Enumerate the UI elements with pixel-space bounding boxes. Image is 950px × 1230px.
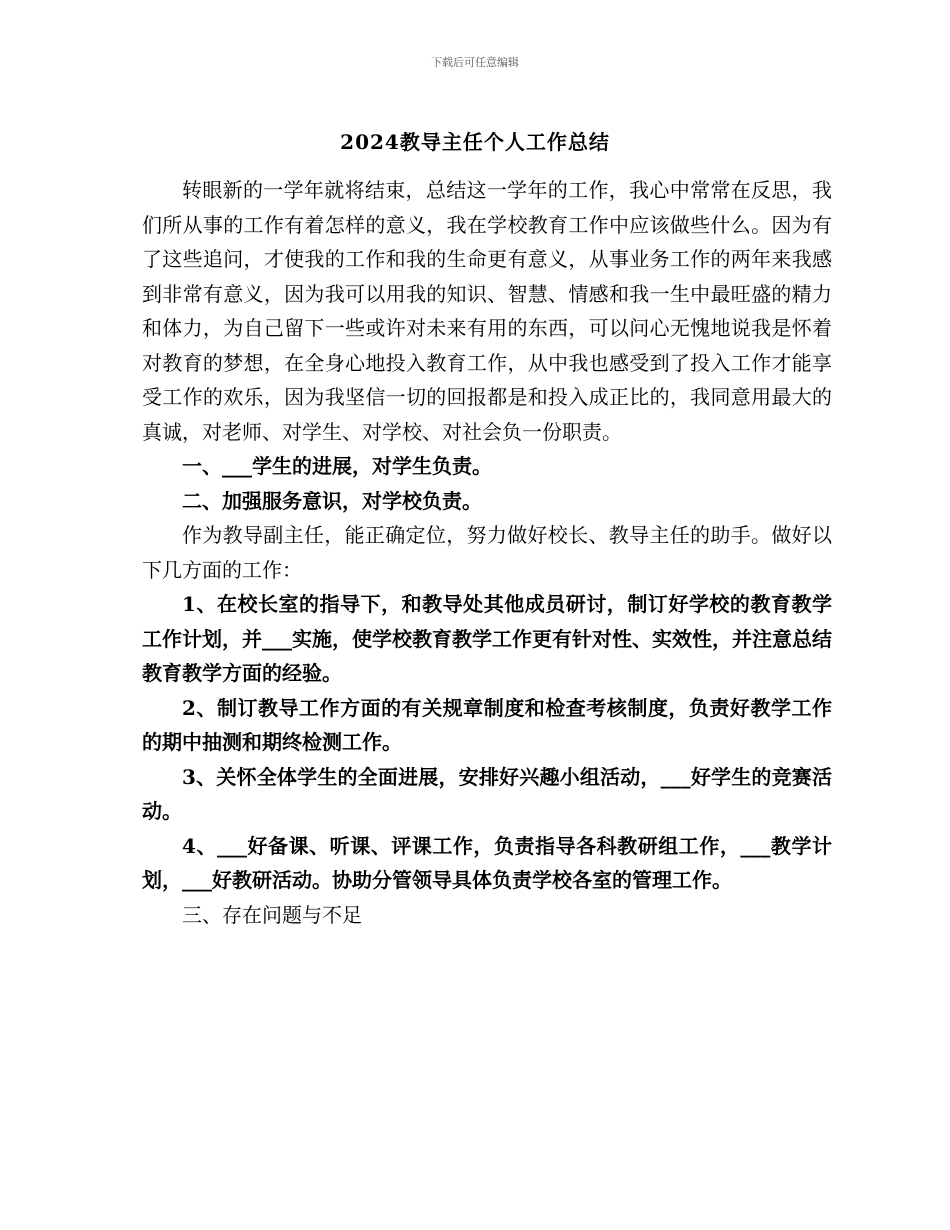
section-2-intro-paragraph: 作为教导副主任，能正确定位，努力做好校长、教导主任的助手。做好以下几方面的工作： bbox=[142, 523, 832, 582]
list-item-3: 3、关怀全体学生的全面进展，安排好兴趣小组活动，___好学生的竞赛活动。 bbox=[142, 764, 832, 823]
section-heading-1: 一、___学生的进展，对学生负责。 bbox=[182, 454, 492, 478]
list-item-2: 2、制订教导工作方面的有关规章制度和检查考核制度，负责好教学工作的期中抽测和期终检测工作。 bbox=[142, 695, 832, 754]
page-header-note: 下载后可任意编辑 bbox=[431, 56, 519, 69]
intro-paragraph: 转眼新的一学年就将结束，总结这一学年的工作，我心中常常在反思，我们所从事的工作有着怎样的意义，我在学校教育工作中应该做些什么。因为有了这些追问，才使我的工作和我的生命更有意义，从事业务工作的两年来我感到非常有意义，因为我可以用我的知识、智慧、情感和我一生中最旺盛的精力和体力，为自己留下一些或许对未来有用的东西，可以问心无愧地说我是怀着对教育的梦想，在全身心地投入教育工作，从中我也感受到了投入工作才能享受工作的欢乐，因为我坚信一切的回报都是和投入成正比的，我同意用最大的真诚，对老师、对学生、对学校、对社会负一份职责。 bbox=[142, 178, 832, 444]
list-item-1: 1、在校长室的指导下，和教导处其他成员研讨，制订好学校的教育教学工作计划，并___实施，使学校教育教学工作更有针对性、实效性，并注意总结教育教学方面的经验。 bbox=[142, 592, 832, 685]
list-item-4: 4、___好备课、听课、评课工作，负责指导各科教研组工作，___教学计划，___好教研活动。协助分管领导具体负责学校各室的管理工作。 bbox=[142, 833, 832, 892]
document-title: 2024教导主任个人工作总结 bbox=[340, 130, 610, 154]
section-heading-3: 三、存在问题与不足 bbox=[182, 902, 362, 927]
document-body bbox=[142, 173, 832, 932]
section-heading-2: 二、加强服务意识，对学校负责。 bbox=[182, 488, 482, 513]
